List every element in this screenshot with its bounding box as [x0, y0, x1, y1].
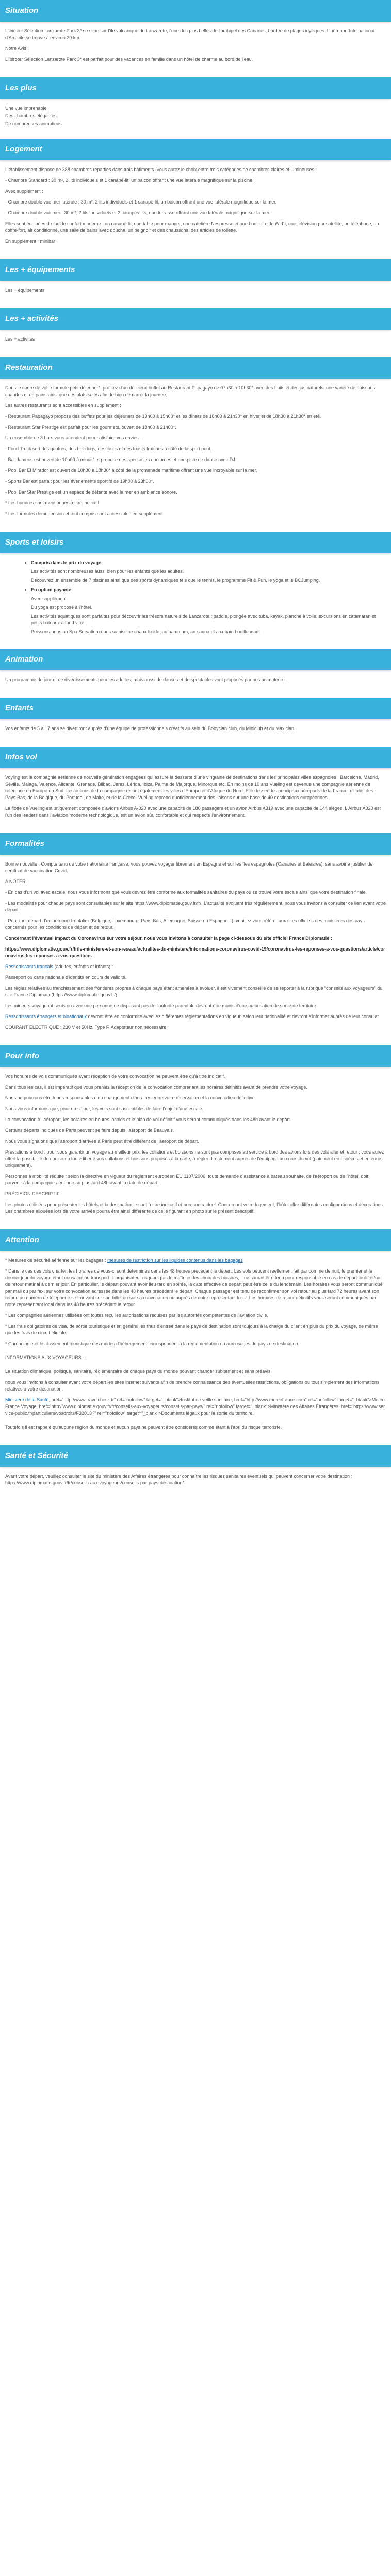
activites-header: Les + activités [0, 308, 391, 330]
restauration-text: - Bar Jameos est ouvert de 10h00 à minuit* et propose des spectacles nocturnes et une piste de danse avec DJ. [5, 457, 237, 462]
pourinfo-text: Nous ne pourrons être tenus responsables d'un changement d'horaires entre votre réservation et la convocation définitive. [5, 1095, 256, 1100]
attention-links-rest: , href="http://www.travelcheck.fr" rel="nofollow" target="_blank">Institut de veille sanitaire, href="http://www.meteofrance.com" rel="nofollow" target="_blank">Météo France Voyage, href="http://www.diplomatie.gouv.fr/fr/conseils-aux-voyageurs/conseils-par-pays/" rel="nofollow" target="_blank">Ministère des Affaires Étrangères, href="https://www.service-public.fr/particuliers/vosdroits/F32013?" rel="nofollow" target="_blank">Documents légaux pour la sortie du territoire. [5, 1397, 385, 1416]
logement-text: - Chambre double vue mer latérale : 30 m², 2 lits individuels et 1 canapé-lit, un balcon offrant une vue latérale magnifique sur la mer. [5, 199, 277, 205]
attention-text: * Chronologie et le classement touristique des modes d'hébergement correspondent à la réglementation ou aux usages du pays de destination. [5, 1341, 300, 1346]
formalites-covid-link: https://www.diplomatie.gouv.fr/fr/le-ministere-et-son-reseau/actualites-du-ministere/informations-coronavirus-covid-19/coronavirus-les-reponses-a-vos-questions/article/coronavirus-les-reponses-a-vos-questions [5, 946, 385, 958]
situation-text: L'ibiroter Sélection Lanzarote Park 3* se situe sur l'île volcanique de Lanzarote, l'une des plus belles de l'archipel des Canaries, bordée de plages idylliques. L'aéroport International d'Arrecife se trouve à environ 20 km. [5, 28, 375, 40]
logement-body [0, 160, 391, 259]
activites-text: Les + activités [5, 336, 35, 342]
health-ministry-link[interactable]: Ministère de la Santé [5, 1397, 49, 1402]
formalites-french-nationals [5, 963, 386, 970]
logement-text: Avec supplément : [5, 189, 43, 194]
logement-text: En supplément : minibar [5, 239, 56, 244]
infosvol-text: La flotte de Vueling est uniquement composée d'avions Airbus A-320 avec une capacité de 180 passagers et un avion Airbus A319 avec une capacité de 144 sièges. L'Airbus A320 est l'un des leaders dans l'aviation moderne technologique, est un avion sûr, confortable et qui respecte l'environnement. [5, 806, 381, 818]
sports-list [5, 560, 386, 635]
formalites-text: Bonne nouvelle : Compte tenu de votre nationalité française, vous pouvez voyager librement en Espagne et sur les îles espagnoles (Canaries et Baléares), sans avoir à justifier de certificat de vaccination Covid. [5, 861, 373, 873]
logement-text: - Chambre double vue mer : 30 m², 2 lits individuels et 2 canapés-lits, une terrasse offrant une vue latérale magnifique sur la mer. [5, 210, 271, 215]
attention-luggage-prefix: * Mesures de sécurité aérienne sur les bagages : [5, 1258, 108, 1263]
plus-item: Une vue imprenable [5, 106, 47, 111]
logement-text: Elles sont équipées de tout le confort moderne : un canapé-lit, une table pour manger, une cafetière Nespresso et une bouilloire, le Wi-Fi, une télévision par satellite, un téléphone, un coffre-fort, air conditionné, une salle de bains avec douche, un peignoir et des chaussons, des articles de toilette. [5, 221, 379, 233]
formalites-text: Passeport ou carte nationale d'identité en cours de validité. [5, 975, 127, 980]
restauration-header: Restauration [0, 357, 391, 379]
pourinfo-text: Dans tous les cas, il est impératif que vous preniez la réception de la convocation comprenant les horaires définitifs avant de prendre votre voyage. [5, 1084, 307, 1090]
plus-item: De nombreuses animations [5, 121, 62, 126]
sante-text: Avant votre départ, veuillez consulter le site du ministère des Affaires étrangères pour connaître les risques sanitaires éventuels qui peuvent concerner votre destination : https://www.diplomatie.gouv.fr/fr/conseils-aux-voyageurs/conseils-par-pays-destination/ [5, 1473, 353, 1485]
logement-header: Logement [0, 139, 391, 160]
sports-included-item [31, 560, 386, 584]
restauration-text: - Restaurant Star Prestige est parfait pour les gourmets, ouvert de 18h00 à 21h00*. [5, 425, 176, 430]
foreign-nationals-suffix: devront être en conformité avec les différentes réglementations en vigueur, selon leur nationalité et devront s'informer auprès de leur consulat. [87, 1014, 380, 1019]
equipements-text: Les + équipements [5, 287, 45, 293]
formalites-text: COURANT ÉLECTRIQUE : 230 V et 50Hz. Type F. Adaptateur non nécessaire. [5, 1025, 168, 1030]
pourinfo-text: Les photos utilisées pour présenter les hôtels et la destination le sont à titre indicatif et non-contractuel. Concernant votre logement, l'hôtel offre différentes configurations et décorations. Les chambres allouées lors de votre arrivée pourra être ainsi différente de celle figurant en photo sur le présent descriptif. [5, 1202, 384, 1214]
restauration-note: * Les formules demi-pension et tout compris sont accessibles en supplément. [5, 511, 165, 516]
attention-text: nous vous invitons à consulter avant votre départ les sites internet suivants afin de prendre connaissance des éventuelles restrictions, obligations ou tout simplement des informations relatives à votre destination. [5, 1380, 380, 1392]
restauration-body [0, 379, 391, 532]
logement-text: - Chambre Standard : 30 m², 2 lits individuels et 1 canapé-lit, un balcon offrant une vue latérale magnifique sur la piscine. [5, 178, 254, 183]
attention-text: * Les frais obligatoires de visa, de sortie touristique et en général les frais d'entrée dans le pays de destination sont toujours à la charge du client en plus du prix du voyage, de même que les frais de circuit éligible. [5, 1324, 378, 1335]
restauration-text: - Pool Bar Star Prestige est un espace de détente avec la mer en ambiance sonore. [5, 489, 177, 495]
foreign-nationals-link[interactable]: Ressortissants étrangers et binationaux [5, 1014, 87, 1019]
sports-body [0, 553, 391, 649]
enfants-text: Vos enfants de 5 à 17 ans se divertiront auprès d'une équipe de professionnels créatifs au sein du Bobyclan club, du Miniclub et du Maxiclan. [5, 726, 296, 731]
pourinfo-text: Vos horaires de vols communiqués avant réception de votre convocation ne peuvent être qu'à titre indicatif. [5, 1074, 225, 1079]
plus-header: Les plus [0, 77, 391, 99]
sante-body [0, 1467, 391, 1501]
sports-paid-line: Poissons-nous au Spa Servatium dans sa piscine chaux froide, au hammam, au sauna et aux bain bouillonnant. [31, 629, 262, 634]
attention-luggage [5, 1257, 386, 1264]
logement-text: L'établissement dispose de 388 chambres réparties dans trois bâtiments. Vous aurez le choix entre trois catégories de chambres claires et lumineuses : [5, 167, 317, 172]
attention-subtitle: INFORMATIONS AUX VOYAGEURS : [5, 1355, 84, 1360]
activites-body [0, 330, 391, 357]
attention-links-text [5, 1397, 386, 1417]
restauration-text: - Restaurant Papagayo propose des buffets pour les déjeuners de 13h00 à 15h00* et les dîners de 18h00 à 21h30* en hiver et de 18h30 à 21h30* en été. [5, 414, 321, 419]
pourinfo-text: Nous vous informons que, pour un séjour, les vols sont susceptibles de faire l'objet d'une escale. [5, 1106, 204, 1111]
french-nationals-link[interactable]: Ressortissants français [5, 964, 54, 969]
formalites-text: - Pour tout départ d'un aéroport frontalier (Belgique, Luxembourg, Pays-Bas, Allemagne, Suisse ou Espagne...), veuillez vous référer aux sites officiels des ministères des pays concernés pour les conditions de départ et de retour. [5, 918, 365, 930]
equipements-body [0, 281, 391, 308]
plus-list [5, 105, 386, 127]
attention-text: La situation climatique, politique, sanitaire, réglementaire de chaque pays du monde pouvant changer subitement et sans préavis. [5, 1369, 272, 1374]
sante-header: Santé et Sécurité [0, 1445, 391, 1467]
attention-body [0, 1251, 391, 1445]
situation-opinion-label: Notre Avis : [5, 46, 29, 51]
pourinfo-text: La convocation à l'aéroport, les horaires en heures locales et le plan de vol définitif vous seront communiqués dans les 48h avant le départ. [5, 1117, 291, 1122]
sports-included-line: Découvrez un ensemble de 7 piscines ainsi que des sports dynamiques tels que le tennis, le programme Fit & Fun, le yoga et le BCJumping. [31, 578, 320, 583]
attention-header: Attention [0, 1229, 391, 1251]
animation-body [0, 670, 391, 698]
sports-paid-line: Avec supplément : [31, 596, 69, 601]
liquids-restriction-link[interactable]: mesures de restriction sur les liquides contenus dans les bagages [107, 1258, 243, 1263]
formalites-header: Formalités [0, 833, 391, 855]
pourinfo-subtitle: PRÉCISION DESCRIPTIF [5, 1191, 60, 1196]
infosvol-text: Voyling est la compagnie aérienne de nouvelle génération engagées qui assure la desserte d'une vingtaine de destinations dans les principales villes espagnoles : Barcelone, Madrid, Séville, Malaga, Valence, Alicante, Grenade, Bilbao, Jerez, Lérida, Ibiza, Palma de Majorque, Minorque etc. En moins de 10 ans Vueling est devenue une compagnie aérienne de référence en Europe du Sud. Les actions de la compagnie reliant également les villes d'Europe et d'Afrique du Nord. Elle dessert les principaux aéroports de la France, d'Italie, des Pays-Bas, de la Belgique, du Portugal, de Malte, et de la Grèce. Vueling reprend quotidiennement des liaisons sur une base de 40 destinations européennes. [5, 775, 379, 800]
formalites-text: Les mineurs voyageant seuls ou avec une personne ne disposant pas de l'autorité parentale devront être munis d'une autorisation de sortie de territoire. [5, 1003, 318, 1008]
equipements-header: Les + équipements [0, 259, 391, 281]
situation-header: Situation [0, 0, 391, 22]
sports-paid-item [31, 587, 386, 635]
pourinfo-header: Pour info [0, 1045, 391, 1067]
sports-header: Sports et loisirs [0, 532, 391, 553]
attention-text: Toutefois il est rappelé qu'aucune région du monde et aucun pays ne peuvent être considérés comme étant à l'abri du risque terroriste. [5, 1425, 282, 1430]
sports-included-line: Les activités sont nombreuses aussi bien pour les enfants que les adultes. [31, 569, 184, 574]
attention-text: * Dans le cas des vols charter, les horaires de vous-ci sont déterminés dans les 48 heures précédant le départ. Les vols peuvent réellement fait par comme de nuit, le premier et le dernier jour du voyage étant consacré au transport. L'organisateur risquant pas le maîtrise des choix des horaires, il ne saurait être tenu pour responsable en cas de départ tardif et/ou de retour matinal à dernier jour. En particulier, le départ pouvant avoir lieu tard en soirée, la date effective de départ peut être celle du lendemain. Les horaires vous seront communiqué par mail ou par fax, sur votre convocation adressée dans les 48 heures précédant le départ. Chaque passager est tenu de reconfirmer son vol retour au plus tard 72 heures avant son retour, au numéro de téléphone se trouvant sur son billet ou sur sa convocation ou auprès de notre représentant local. Les horaires de retour définitifs vous seront communiqués par notre représentant local dans les 48 heures précédant le retour. [5, 1268, 383, 1307]
sports-paid-line: Du yoga est proposé à l'hôtel. [31, 605, 92, 610]
pourinfo-body [0, 1067, 391, 1229]
sports-paid-line: Les activités aquatiques sont parfaites pour découvrir les trésors naturels de Lanzarote : paddle, plongée avec tuba, kayak, planche à voile, excursions en catamaran et petits bateaux à fond vitré. [31, 614, 376, 625]
restauration-text: - Pool Bar El Mirador est ouvert de 10h30 à 18h30* à côté de la promenade maritime offrant une vue incroyable sur la mer. [5, 468, 257, 473]
formalites-text: Les règles relatives au franchissement des frontières propres à chaque pays étant amenées à évoluer, il est vivement conseillé de se reporter à la rubrique "conseils aux voyageurs" du site France Diplomatie(https://www.diplomatie.gouv.fr/) [5, 986, 383, 997]
pourinfo-text: Personnes à mobilité réduite : selon la directive en vigueur du règlement européen EU 1107/2006, toute demande d'assistance à bateau souhaite, de l'aéroport ou de l'hôtel, doit parvenir à la compagnie aérienne au plus tard 48h avant la date de départ. [5, 1174, 368, 1185]
animation-text: Un programme de jour et de divertissements pour les adultes, mais aussi de danses et de spectacles vont proposés par nos animateurs. [5, 677, 286, 682]
french-nationals-suffix: (adultes, enfants et infants) : [53, 964, 113, 969]
enfants-body [0, 719, 391, 747]
restauration-text: Les autres restaurants sont accessibles en supplément : [5, 403, 121, 408]
formalites-text: - Les modalités pour chaque pays sont consultables sur le site https://www.diplomatie.gouv.fr/fr/. L'actualité évoluant très régulièrement, nous vous invitons à consulter ce lien avant votre départ. [5, 901, 386, 912]
pourinfo-text: Nous vous signalons que l'aéroport d'arrivée à Paris peut être différent de l'aéroport de départ. [5, 1139, 199, 1144]
plus-item: Des chambres élégantes [5, 113, 57, 118]
sports-included-title: Compris dans le prix du voyage [31, 560, 102, 565]
animation-header: Animation [0, 649, 391, 670]
restauration-text: Dans le cadre de votre formule petit-déjeuner*, profitez d'un délicieux buffet au Restaurant Papagayo de 07h30 à 10h30* avec des fruits et des jus naturels, une variété de boissons chaudes et de pains ainsi que des plats salés afin de bien démarrer la journée. [5, 385, 376, 397]
restauration-note: * Les horaires sont mentionnés à titre indicatif [5, 500, 100, 505]
restauration-text: - Sports Bar est parfait pour les événements sportifs de 19h00 à 23h00*. [5, 479, 154, 484]
enfants-header: Enfants [0, 698, 391, 719]
formalites-foreign-nationals [5, 1013, 386, 1020]
formalites-note-title: A NOTER [5, 879, 26, 884]
situation-body [0, 22, 391, 77]
restauration-text: - Food Truck sert des gaufres, des hot-dogs, des tacos et des toasts fraîches à côté de la sport pool. [5, 446, 211, 451]
infosvol-header: Infos vol [0, 747, 391, 768]
situation-opinion-text: L'ibiroter Sélection Lanzarote Park 3* est parfait pour des vacances en famille dans un hôtel de charme au bord de l'eau. [5, 57, 253, 62]
restauration-text: Un ensemble de 3 bars vous attendent pour satisfaire vos envies : [5, 435, 141, 440]
sports-paid-title: En option payante [31, 587, 72, 592]
pourinfo-text: Prestations à bord : pour vous garantir un voyage au meilleur prix, les collations et boissons ne sont pas comprises au service à bord des avions lors des vols aller et retour ; vous aurez offert la possibilité de choisir en toute liberté vos collations et boissons proposés à la carte, à régler directement auprès de l'équipage au cours du vol (paiement en espèces et en euros uniquement). [5, 1149, 384, 1168]
pourinfo-text: Certains départs indiqués de Paris peuvent se faire depuis l'aéroport de Beauvais. [5, 1128, 174, 1133]
plus-body [0, 99, 391, 139]
formalites-text: - En cas d'un vol avec escale, nous vous informons que vous devrez être conforme aux formalités sanitaires du pays où se trouve votre escale ainsi que votre destination finale. [5, 890, 367, 895]
formalites-covid-title: Concernant l'éventuel impact du Coronavirus sur votre séjour, nous vous invitons à consulter la page ci-dessous du site officiel France Diplomatie : [5, 936, 332, 941]
formalites-body [0, 855, 391, 1045]
attention-text: * Les compagnies aériennes utilisées ont toutes reçu les autorisations requises par les autorités compétentes de l'aviation civile. [5, 1313, 268, 1318]
infosvol-body [0, 768, 391, 833]
